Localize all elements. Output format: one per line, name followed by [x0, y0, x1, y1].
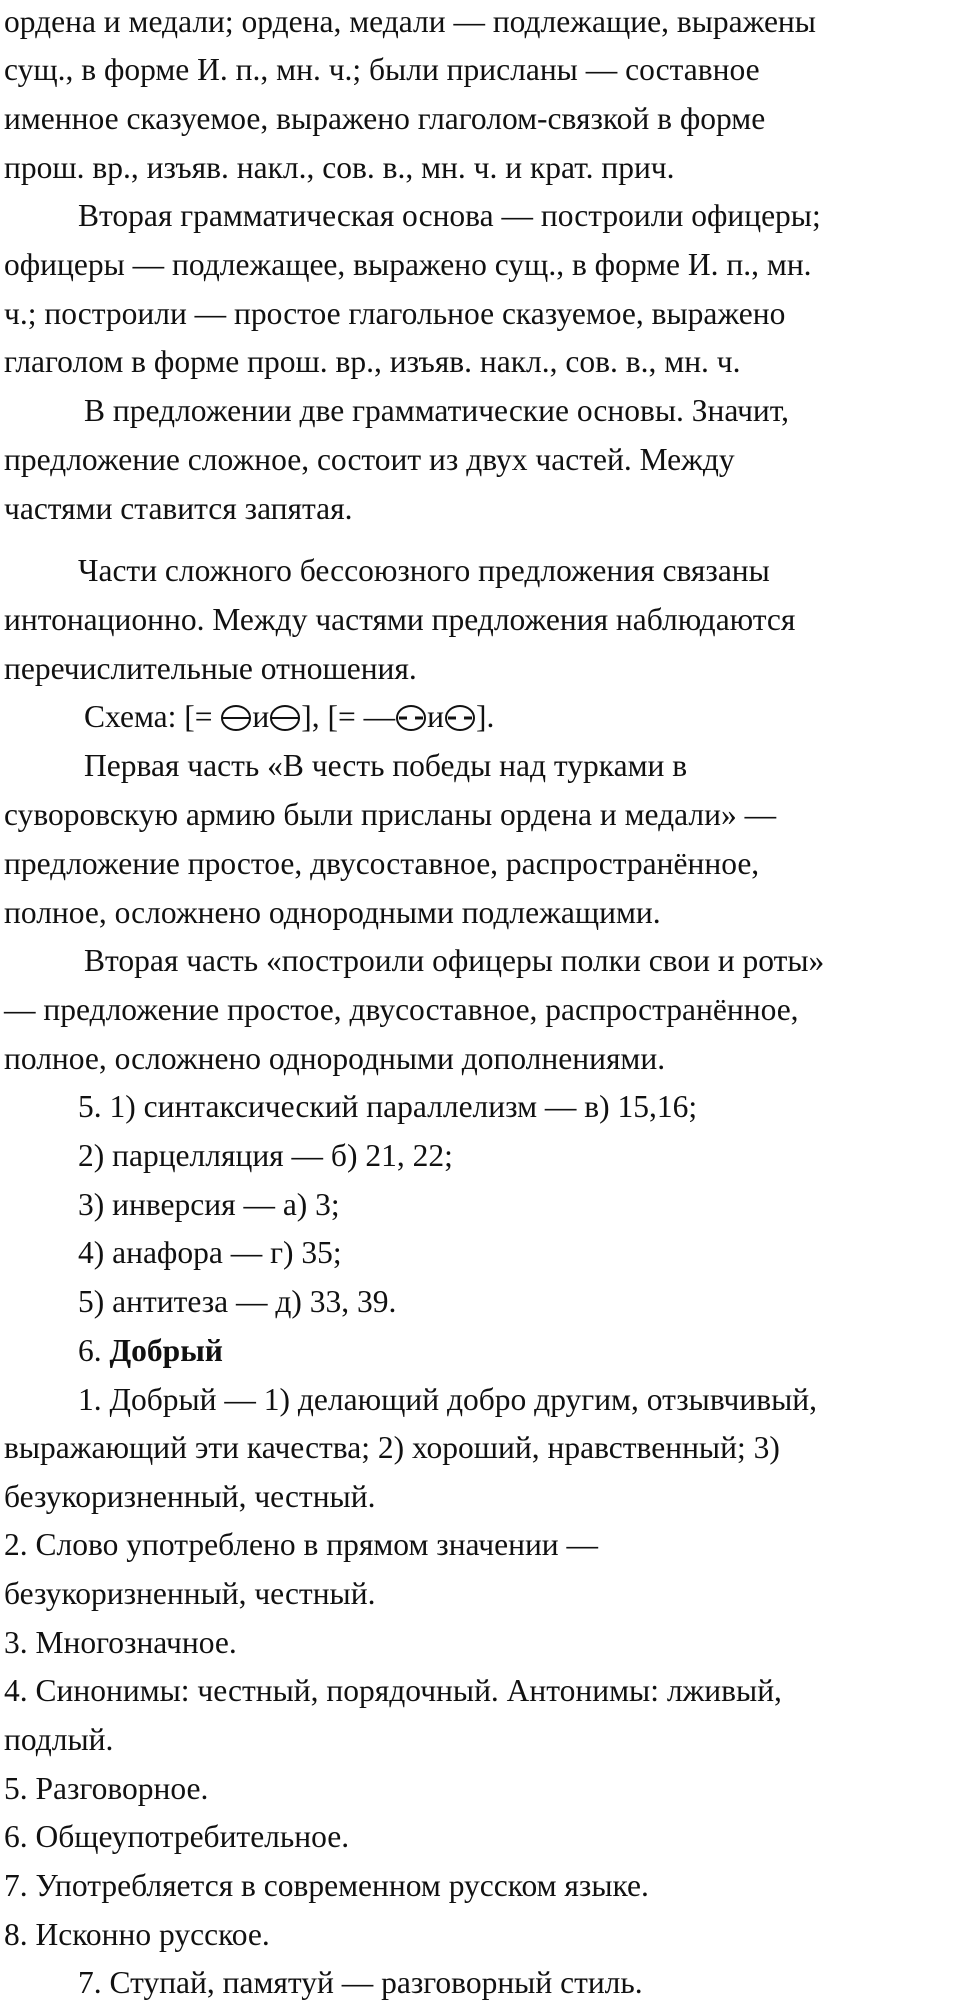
text-line: В предложении две грамматические основы. Значит, [84, 393, 790, 428]
text-line: 8. Исконно русское. [4, 1917, 270, 1952]
text-line: 4. Синонимы: честный, порядочный. Антонимы: лживый, [4, 1673, 782, 1708]
text-line: безукоризненный, честный. [4, 1576, 376, 1611]
text-line: подлый. [4, 1722, 114, 1757]
circle-dashed-icon [444, 703, 476, 733]
text-line: 6. Общеупотребительное. [4, 1819, 350, 1854]
text-line: 3. Многозначное. [4, 1625, 237, 1660]
text-line: частями ставится запятая. [4, 491, 353, 526]
text-line: 1. Добрый — 1) делающий добро другим, отзывчивый, [78, 1382, 817, 1417]
scheme-line [84, 697, 494, 737]
text-line: интонационно. Между частями предложения наблюдаются [4, 602, 796, 637]
circle-dashed-icon [395, 703, 427, 733]
text-line: полное, осложнено однородными подлежащими. [4, 895, 661, 930]
text-line: Вторая грамматическая основа — построили офицеры; [78, 198, 821, 233]
text-line: перечислительные отношения. [4, 651, 417, 686]
answer-line: 2) парцелляция — б) 21, 22; [78, 1138, 453, 1173]
scheme-label: Схема: [= [84, 699, 213, 734]
scheme-and: и [252, 699, 270, 734]
text-line: сущ., в форме И. п., мн. ч.; были присланы — составное [4, 52, 760, 87]
text-line: ч.; построили — простое глагольное сказуемое, выражено [4, 296, 786, 331]
scheme-and: и [427, 699, 445, 734]
scheme-end: ]. [476, 699, 495, 734]
answer-line: 3) инверсия — а) 3; [78, 1187, 340, 1222]
answer-line: 5) антитеза — д) 33, 39. [78, 1284, 397, 1319]
text-line: Части сложного бессоюзного предложения связаны [78, 553, 770, 588]
text-line: именное сказуемое, выражено глаголом-связкой в форме [4, 101, 766, 136]
text-line: — предложение простое, двусоставное, распространённое, [4, 992, 799, 1027]
text-line: 2. Слово употреблено в прямом значении — [4, 1527, 599, 1562]
task-heading [78, 1331, 223, 1371]
text-line: глаголом в форме прош. вр., изъяв. накл., сов. в., мн. ч. [4, 344, 741, 379]
text-line: 7. Употребляется в современном русском языке. [4, 1868, 649, 1903]
text-line: Первая часть «В честь победы над турками в [84, 748, 688, 783]
text-line: выражающий эти качества; 2) хороший, нравственный; 3) [4, 1430, 780, 1465]
task-number: 6. [78, 1333, 102, 1368]
text-line: офицеры — подлежащее, выражено сущ., в форме И. п., мн. [4, 247, 812, 282]
text-line: ордена и медали; ордена, медали — подлежащие, выражены [4, 4, 816, 39]
text-line: полное, осложнено однородными дополнениями. [4, 1041, 666, 1076]
text-line: предложение простое, двусоставное, распространённое, [4, 846, 760, 881]
circle-line-icon [269, 703, 301, 733]
scheme-separator: ], [= — [301, 699, 396, 734]
text-line: безукоризненный, честный. [4, 1479, 376, 1514]
text-line: Вторая часть «построили офицеры полки свои и роты» [84, 943, 825, 978]
text-line: 7. Ступай, памятуй — разговорный стиль. [78, 1965, 643, 2000]
task-title: Добрый [109, 1333, 223, 1368]
text-line: 5. Разговорное. [4, 1771, 209, 1806]
circle-line-icon [220, 703, 252, 733]
answer-line: 4) анафора — г) 35; [78, 1235, 342, 1270]
text-line: суворовскую армию были присланы ордена и медали» — [4, 797, 777, 832]
text-line: предложение сложное, состоит из двух частей. Между [4, 442, 735, 477]
answer-line: 5. 1) синтаксический параллелизм — в) 15,16; [78, 1089, 698, 1124]
text-line: прош. вр., изъяв. накл., сов. в., мн. ч. и крат. прич. [4, 150, 675, 185]
